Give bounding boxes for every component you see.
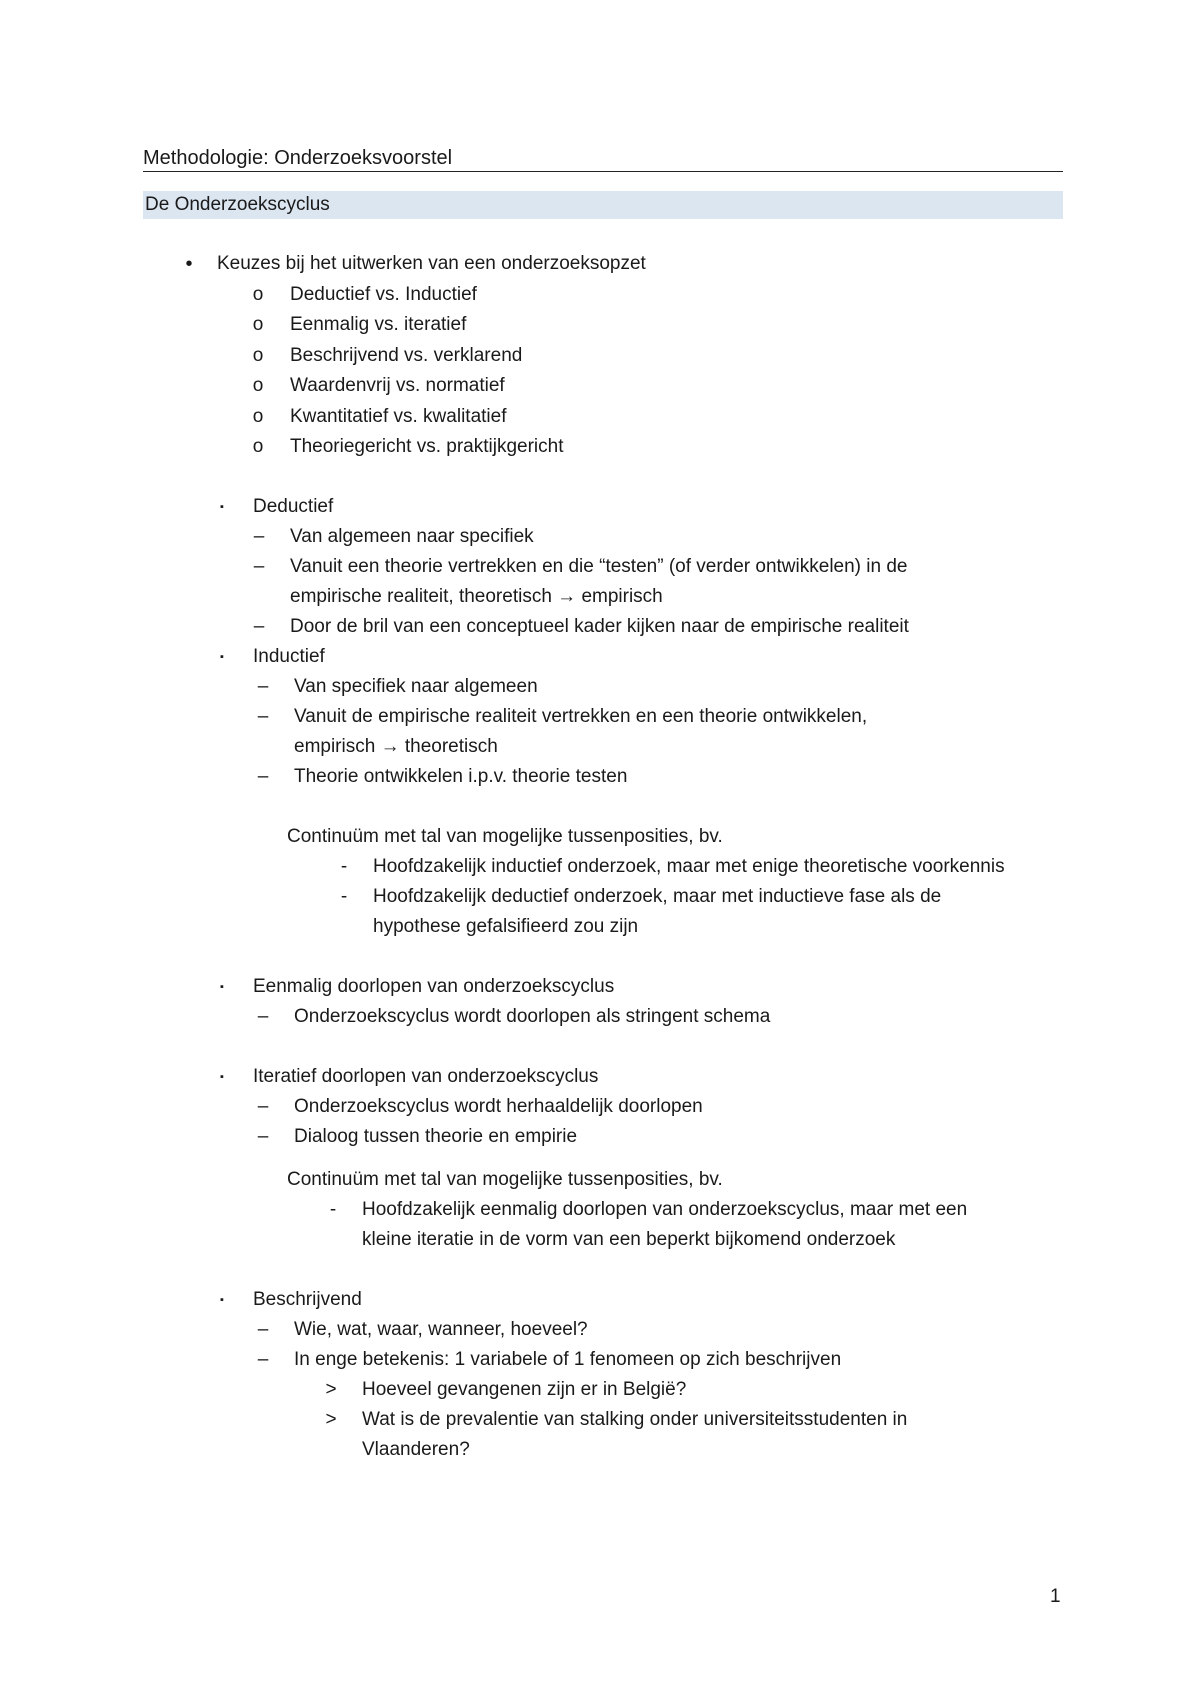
arrow-icon: →	[557, 586, 577, 607]
deductief-item: Vanuit een theorie vertrekken en die “testen” (of verder ontwikkelen) in de	[290, 556, 908, 577]
bullet-hyphen: -	[340, 856, 348, 877]
beschrijvend-example: Wat is de prevalentie van stalking onder universiteitsstudenten in	[362, 1409, 908, 1430]
continuum-item: Hoofdzakelijk deductief onderzoek, maar met inductieve fase als de	[373, 886, 942, 907]
continuum-item-continued: kleine iteratie in de vorm van een beperkt bijkomend onderzoek	[362, 1229, 896, 1250]
inductief-item: Theorie ontwikkelen i.p.v. theorie testen	[294, 766, 628, 787]
iteratief-heading: Iteratief doorlopen van onderzoekscyclus	[253, 1066, 599, 1087]
document-title: Methodologie: Onderzoeksvoorstel	[143, 147, 453, 169]
bullet-circle: o	[252, 375, 264, 396]
bullet-hyphen: -	[340, 886, 348, 907]
bullet-dash: –	[253, 526, 265, 547]
inductief-item-part: empirisch	[294, 736, 376, 757]
continuum-item: Hoofdzakelijk eenmalig doorlopen van onderzoekscyclus, maar met een	[362, 1199, 968, 1220]
intro-label: Keuzes bij het uitwerken van een onderzoeksopzet	[217, 253, 646, 274]
bullet-square: ▪	[220, 501, 224, 513]
iteratief-item: Onderzoekscyclus wordt herhaaldelijk doorlopen	[294, 1096, 703, 1117]
bullet-hyphen: -	[329, 1199, 337, 1220]
choice-item: Waardenvrij vs. normatief	[290, 375, 505, 396]
bullet-gt: >	[325, 1379, 337, 1400]
bullet-dash: –	[257, 1006, 269, 1027]
beschrijvend-item: Wie, wat, waar, wanneer, hoeveel?	[294, 1319, 588, 1340]
choice-item: Beschrijvend vs. verklarend	[290, 345, 523, 366]
deductief-item: Door de bril van een conceptueel kader kijken naar de empirische realiteit	[290, 616, 909, 637]
eenmalig-heading: Eenmalig doorlopen van onderzoekscyclus	[253, 976, 615, 997]
bullet-square: ▪	[220, 1071, 224, 1083]
bullet-disc: •	[185, 253, 193, 275]
bullet-circle: o	[252, 314, 264, 335]
bullet-dash: –	[257, 706, 269, 727]
bullet-circle: o	[252, 406, 264, 427]
title-underline	[143, 171, 1063, 172]
bullet-dash: –	[257, 766, 269, 787]
deductief-item: Van algemeen naar specifiek	[290, 526, 534, 547]
bullet-dash: –	[257, 676, 269, 697]
beschrijvend-example: Hoeveel gevangenen zijn er in België?	[362, 1379, 687, 1400]
choice-item: Eenmalig vs. iteratief	[290, 314, 467, 335]
choice-item: Theoriegericht vs. praktijkgericht	[290, 436, 564, 457]
bullet-dash: –	[257, 1096, 269, 1117]
bullet-square: ▪	[220, 651, 224, 663]
continuum-label: Continuüm met tal van mogelijke tussenposities, bv.	[287, 826, 723, 847]
eenmalig-item: Onderzoekscyclus wordt doorlopen als stringent schema	[294, 1006, 771, 1027]
bullet-circle: o	[252, 436, 264, 457]
beschrijvend-heading: Beschrijvend	[253, 1289, 362, 1310]
iteratief-item: Dialoog tussen theorie en empirie	[294, 1126, 578, 1147]
beschrijvend-item: In enge betekenis: 1 variabele of 1 fenomeen op zich beschrijven	[294, 1349, 842, 1370]
deductief-item-part: empirische realiteit, theoretisch	[290, 586, 552, 607]
inductief-item-part: theoretisch	[404, 736, 498, 757]
bullet-circle: o	[252, 284, 264, 305]
arrow-icon: →	[380, 736, 400, 757]
bullet-square: ▪	[220, 981, 224, 993]
bullet-dash: –	[257, 1126, 269, 1147]
bullet-gt: >	[325, 1409, 337, 1430]
continuum-item-continued: hypothese gefalsifieerd zou zijn	[373, 916, 639, 937]
deductief-item-continued	[290, 585, 663, 609]
deductief-item-part: empirisch	[581, 586, 663, 607]
inductief-heading: Inductief	[253, 646, 325, 667]
bullet-square: ▪	[220, 1294, 224, 1306]
section-heading: De Onderzoekscyclus	[145, 194, 330, 215]
continuum-item: Hoofdzakelijk inductief onderzoek, maar met enige theoretische voorkennis	[373, 856, 1005, 877]
deductief-heading: Deductief	[253, 496, 334, 517]
beschrijvend-example-continued: Vlaanderen?	[362, 1439, 470, 1460]
bullet-dash: –	[257, 1319, 269, 1340]
choice-item: Kwantitatief vs. kwalitatief	[290, 406, 507, 427]
bullet-dash: –	[257, 1349, 269, 1370]
inductief-item-continued	[294, 735, 498, 759]
bullet-dash: –	[253, 616, 265, 637]
bullet-circle: o	[252, 345, 264, 366]
choice-item: Deductief vs. Inductief	[290, 284, 477, 305]
continuum-label: Continuüm met tal van mogelijke tussenposities, bv.	[287, 1169, 723, 1190]
inductief-item: Van specifiek naar algemeen	[294, 676, 538, 697]
page-number: 1	[1050, 1586, 1061, 1607]
bullet-dash: –	[253, 556, 265, 577]
inductief-item: Vanuit de empirische realiteit vertrekken en een theorie ontwikkelen,	[294, 706, 868, 727]
